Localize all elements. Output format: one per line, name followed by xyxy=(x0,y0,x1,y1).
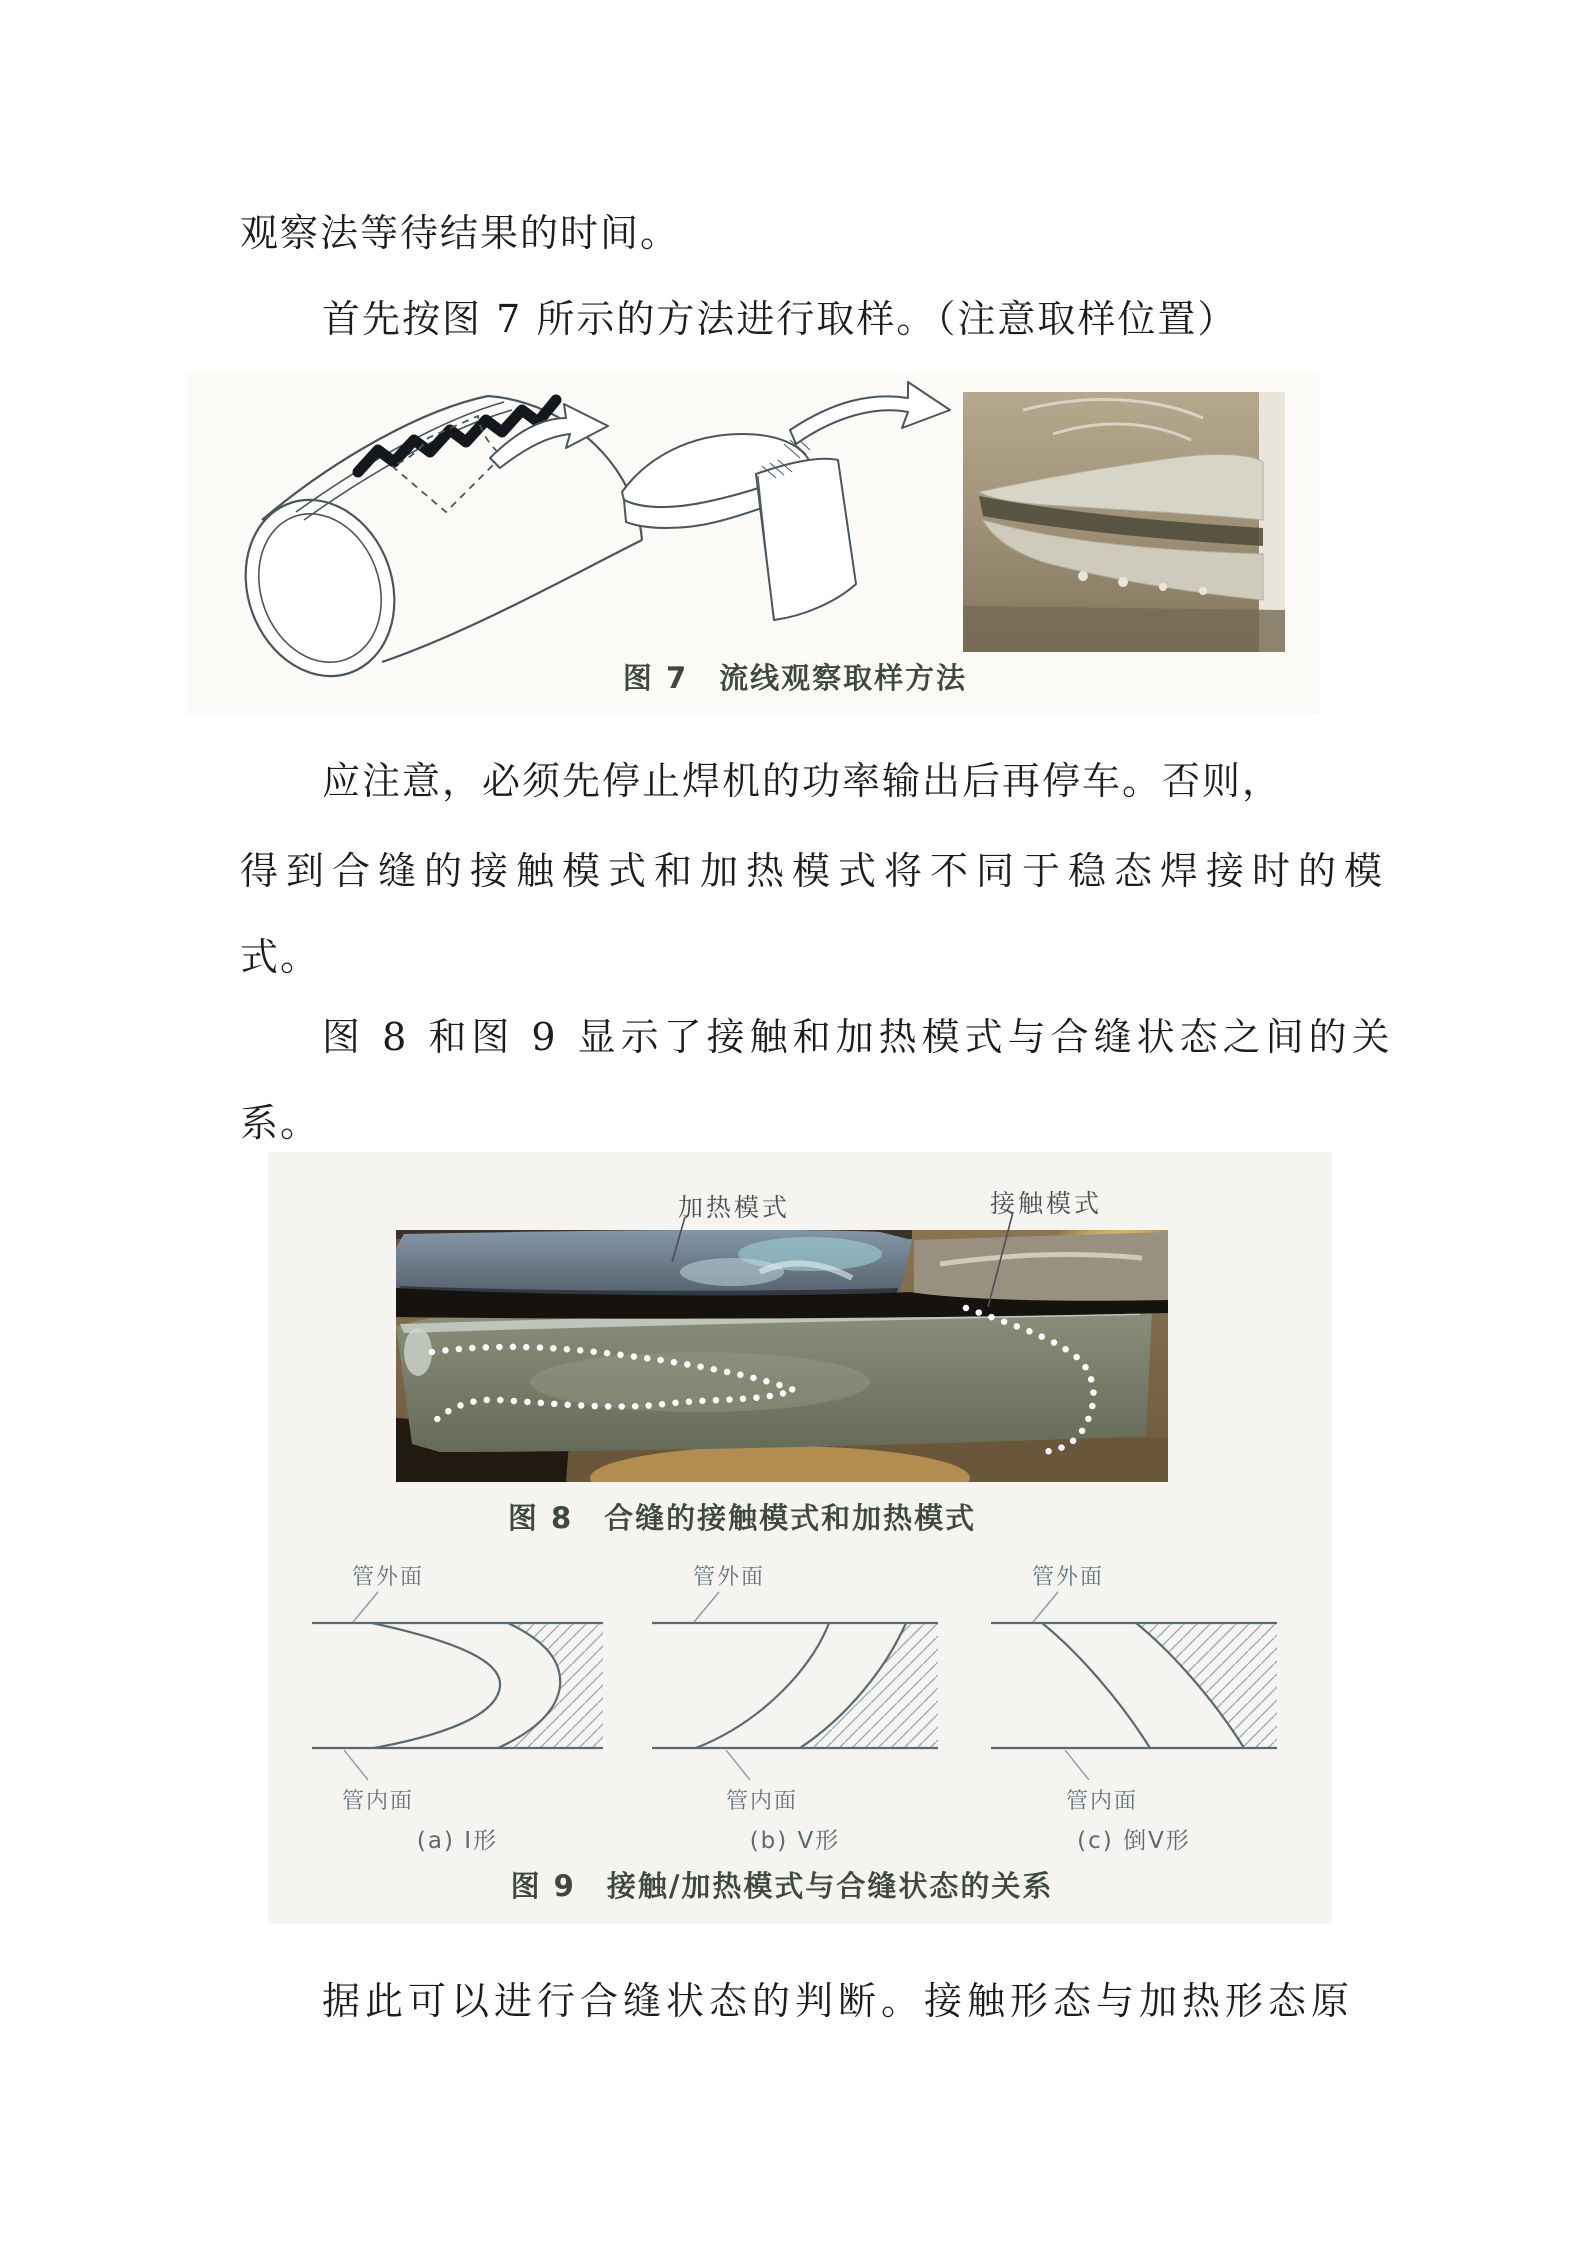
figure9-diagrams xyxy=(280,1556,1324,1812)
text-line-1: 观察法等待结果的时间。 xyxy=(240,211,681,255)
text-line-5: 式。 xyxy=(240,935,321,979)
inner-surface-label-c: 管内面 xyxy=(1066,1789,1139,1814)
subcaption-a: (a) I形 xyxy=(416,1828,499,1854)
figure7-caption: 图 7 流线观察取样方法 xyxy=(622,661,968,695)
shiny-bump xyxy=(404,1328,432,1376)
arrow-icon-2 xyxy=(790,382,950,444)
photo-content xyxy=(396,1210,1168,1482)
text-line-8: 据此可以进行合缝状态的判断。接触形态与加热形态原 xyxy=(322,1979,1355,2023)
figure7-pipe-drawing xyxy=(190,378,955,678)
cyan-patch-2 xyxy=(680,1258,784,1286)
outer-surface-label-a: 管外面 xyxy=(352,1565,425,1590)
diagram-c-inverted-V-shape xyxy=(991,1592,1277,1780)
diagram-b-V-shape xyxy=(652,1592,938,1780)
figure7-sample-photo xyxy=(963,392,1285,652)
inner-surface-label-a: 管内面 xyxy=(342,1789,415,1814)
figure8-seam-photo xyxy=(396,1180,1168,1482)
figure8-contact-label: 接触模式 xyxy=(990,1189,1103,1218)
sample-vertical-slab xyxy=(756,459,856,620)
text-line-3: 应注意，必须先停止焊机的功率输出后再停车。否则， xyxy=(322,759,1283,803)
inner-surface-label-b: 管内面 xyxy=(726,1789,799,1814)
subcaption-c: (c) 倒V形 xyxy=(1077,1828,1191,1854)
right-piece xyxy=(914,1232,1168,1306)
outer-surface-label-c: 管外面 xyxy=(1032,1565,1105,1590)
figure8-caption: 图 8 合缝的接触模式和加热模式 xyxy=(507,1501,977,1535)
text-line-4: 得到合缝的接触模式和加热模式将不同于稳态焊接时的模 xyxy=(240,849,1391,893)
text-line-2: 首先按图 7 所示的方法进行取样。（注意取样位置） xyxy=(322,297,1238,341)
text-line-6: 图 8 和图 9 显示了接触和加热模式与合缝状态之间的关 xyxy=(322,1015,1395,1059)
text-line-7: 系。 xyxy=(240,1101,321,1145)
outer-surface-label-b: 管外面 xyxy=(693,1565,766,1590)
photo-bottom-shadow xyxy=(963,606,1285,652)
subcaption-b: (b) V形 xyxy=(749,1828,841,1854)
figure8-heating-label: 加热模式 xyxy=(678,1193,791,1222)
figure9-caption: 图 9 接触/加热模式与合缝状态的关系 xyxy=(510,1869,1054,1903)
diagram-a-I-shape xyxy=(312,1592,603,1780)
